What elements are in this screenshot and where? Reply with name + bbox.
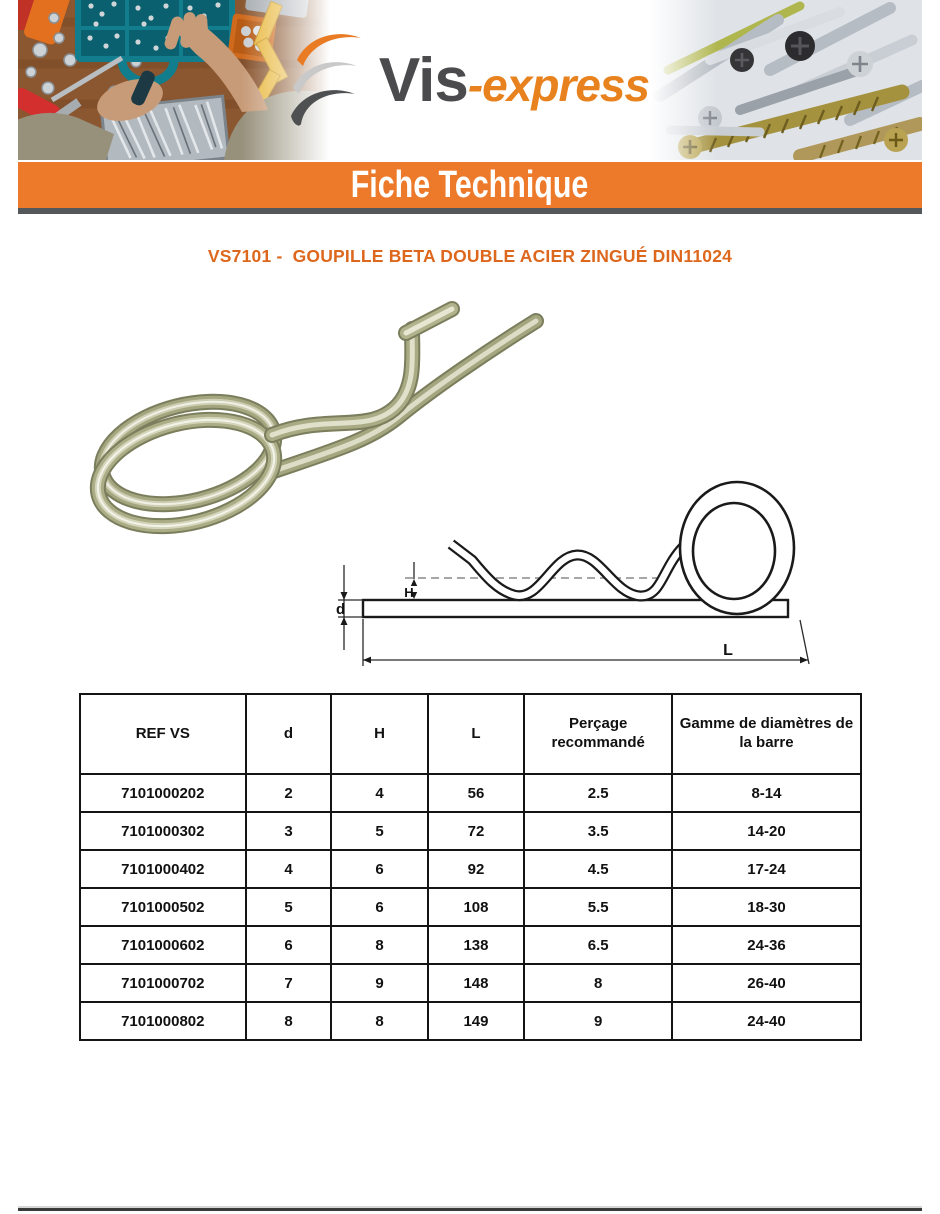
column-header: L bbox=[428, 694, 525, 774]
table-cell: 8-14 bbox=[672, 774, 861, 812]
column-header: Gamme de diamètres de la barre bbox=[672, 694, 861, 774]
table-cell: 92 bbox=[428, 850, 525, 888]
table-cell: 17-24 bbox=[672, 850, 861, 888]
spec-table-body bbox=[80, 774, 861, 1040]
table-cell: 6 bbox=[331, 888, 427, 926]
table-cell: 4 bbox=[246, 850, 332, 888]
logo-swoosh-icon bbox=[291, 30, 369, 130]
bottom-rule bbox=[18, 1206, 922, 1211]
table-row bbox=[80, 812, 861, 850]
column-header: Perçage recommandé bbox=[524, 694, 672, 774]
table-cell: 3.5 bbox=[524, 812, 672, 850]
dimension-label-l: L bbox=[723, 642, 733, 659]
table-cell: 149 bbox=[428, 1002, 525, 1040]
table-cell: 7101000202 bbox=[80, 774, 246, 812]
table-cell: 8 bbox=[524, 964, 672, 1002]
table-row bbox=[80, 774, 861, 812]
dimension-label-d: d bbox=[336, 601, 346, 618]
table-cell: 24-40 bbox=[672, 1002, 861, 1040]
table-cell: 9 bbox=[331, 964, 427, 1002]
table-cell: 108 bbox=[428, 888, 525, 926]
table-cell: 7101000702 bbox=[80, 964, 246, 1002]
column-header: d bbox=[246, 694, 332, 774]
table-cell: 5 bbox=[331, 812, 427, 850]
table-cell: 8 bbox=[331, 1002, 427, 1040]
table-cell: 4.5 bbox=[524, 850, 672, 888]
technical-drawing-image bbox=[330, 458, 842, 680]
table-cell: 3 bbox=[246, 812, 332, 850]
column-header: H bbox=[331, 694, 427, 774]
table-cell: 148 bbox=[428, 964, 525, 1002]
table-cell: 7 bbox=[246, 964, 332, 1002]
table-row bbox=[80, 964, 861, 1002]
product-title: VS7101 - GOUPILLE BETA DOUBLE ACIER ZINGUÉ DIN11024 bbox=[207, 246, 733, 266]
table-cell: 2.5 bbox=[524, 774, 672, 812]
table-cell: 18-30 bbox=[672, 888, 861, 926]
table-cell: 7101000602 bbox=[80, 926, 246, 964]
table-cell: 72 bbox=[428, 812, 525, 850]
table-cell: 5.5 bbox=[524, 888, 672, 926]
table-row bbox=[80, 850, 861, 888]
table-row bbox=[80, 926, 861, 964]
table-cell: 24-36 bbox=[672, 926, 861, 964]
table-cell: 9 bbox=[524, 1002, 672, 1040]
fiche-technique-banner bbox=[18, 162, 922, 208]
table-cell: 6 bbox=[246, 926, 332, 964]
banner-underline bbox=[18, 208, 922, 214]
table-row bbox=[80, 888, 861, 926]
spec-table-head-row bbox=[80, 694, 861, 774]
table-cell: 138 bbox=[428, 926, 525, 964]
vis-express-logo bbox=[18, 0, 922, 160]
table-cell: 7101000502 bbox=[80, 888, 246, 926]
logo-text-primary: Vis bbox=[378, 45, 468, 115]
masthead bbox=[18, 0, 922, 160]
table-cell: 7101000402 bbox=[80, 850, 246, 888]
technical-drawing bbox=[330, 458, 842, 680]
table-cell: 56 bbox=[428, 774, 525, 812]
table-cell: 26-40 bbox=[672, 964, 861, 1002]
logo-text-secondary: -express bbox=[467, 58, 650, 111]
table-cell: 7101000302 bbox=[80, 812, 246, 850]
table-cell: 6.5 bbox=[524, 926, 672, 964]
table-cell: 2 bbox=[246, 774, 332, 812]
table-cell: 7101000802 bbox=[80, 1002, 246, 1040]
column-header: REF VS bbox=[80, 694, 246, 774]
table-cell: 8 bbox=[331, 926, 427, 964]
banner-title: Fiche Technique bbox=[351, 163, 589, 206]
table-cell: 14-20 bbox=[672, 812, 861, 850]
spec-table bbox=[79, 693, 862, 1041]
table-cell: 4 bbox=[331, 774, 427, 812]
table-row bbox=[80, 1002, 861, 1040]
table-cell: 6 bbox=[331, 850, 427, 888]
table-cell: 5 bbox=[246, 888, 332, 926]
dimension-label-h: H bbox=[404, 585, 414, 600]
table-cell: 8 bbox=[246, 1002, 332, 1040]
